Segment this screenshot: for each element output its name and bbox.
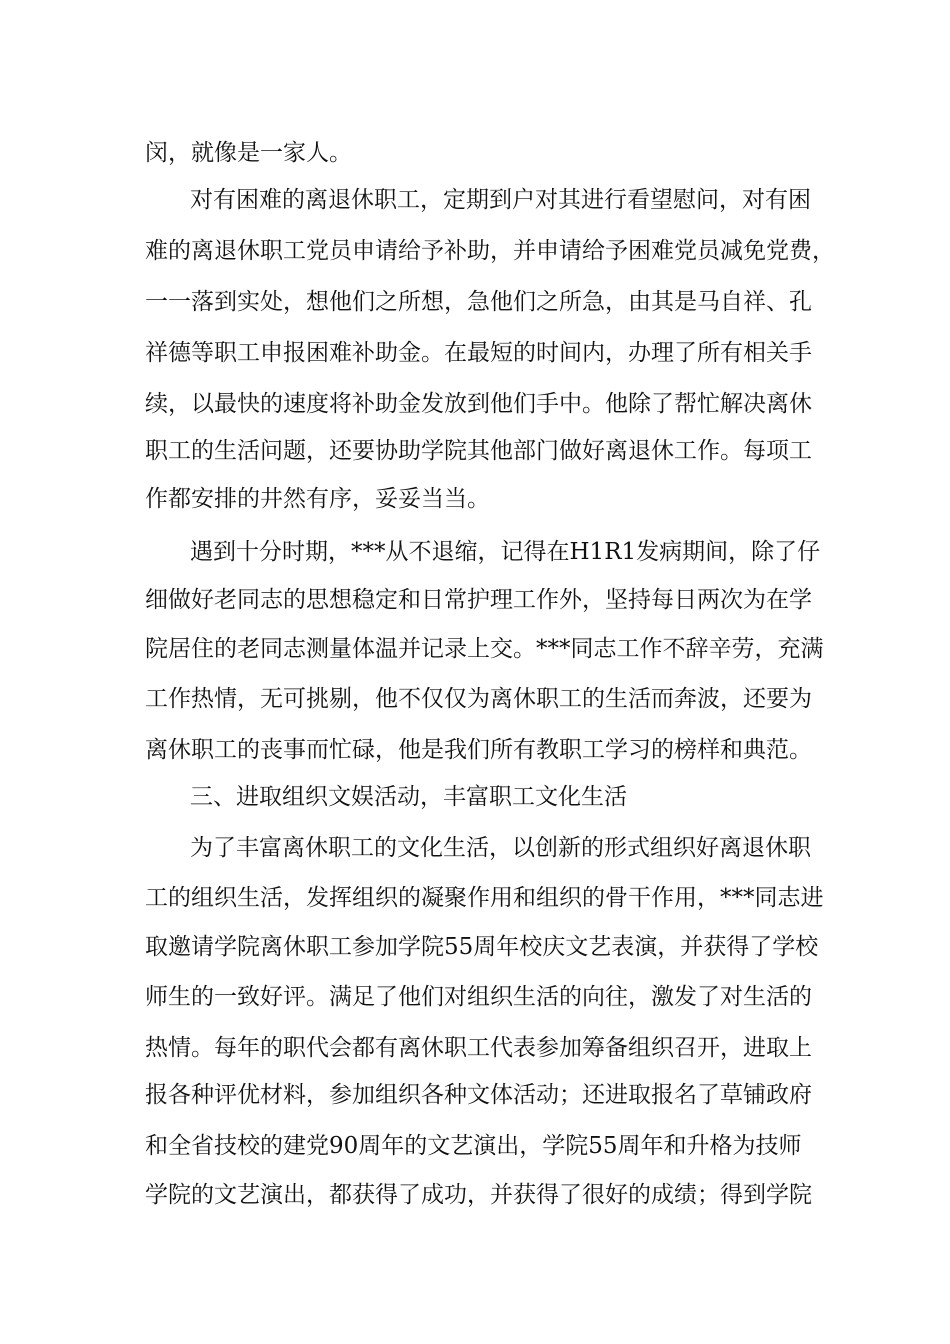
text-line: 职工的生活问题，还要协助学院其他部门做好离退休工作。每项工 <box>145 438 812 464</box>
text-line: 和全省技校的建党90周年的文艺演出，学院55周年和升格为技师 <box>145 1133 802 1159</box>
text-line: 离休职工的丧事而忙碌，他是我们所有教职工学习的榜样和典范。 <box>145 737 812 763</box>
text-line: 报各种评优材料，参加组织各种文体活动；还进取报名了草铺政府 <box>145 1082 812 1108</box>
text-line: 学院的文艺演出，都获得了成功，并获得了很好的成绩；得到学院 <box>145 1182 812 1208</box>
text-line: 作都安排的井然有序，妥妥当当。 <box>145 486 490 512</box>
text-line: 难的离退休职工党员申请给予补助，并申请给予困难党员减免党费， <box>145 238 835 264</box>
text-line: 祥德等职工申报困难补助金。在最短的时间内，办理了所有相关手 <box>145 340 812 366</box>
text-line: 热情。每年的职代会都有离休职工代表参加筹备组织召开，进取上 <box>145 1035 812 1061</box>
text-line: 续，以最快的速度将补助金发放到他们手中。他除了帮忙解决离休 <box>145 391 812 417</box>
section-heading: 三、进取组织文娱活动，丰富职工文化生活 <box>190 784 627 810</box>
text-line: 遇到十分时期，***从不退缩，记得在H1R1发病期间，除了仔 <box>190 539 821 565</box>
text-line: 细做好老同志的思想稳定和日常护理工作外，坚持每日两次为在学 <box>145 587 812 613</box>
text-line: 对有困难的离退休职工，定期到户对其进行看望慰问，对有困 <box>190 187 811 213</box>
text-line: 师生的一致好评。满足了他们对组织生活的向往，激发了对生活的 <box>145 984 812 1010</box>
text-line: 闵，就像是一家人。 <box>145 140 352 166</box>
text-line: 一一落到实处，想他们之所想，急他们之所急，由其是马自祥、孔 <box>145 289 812 315</box>
text-line: 工的组织生活，发挥组织的凝聚作用和组织的骨干作用，***同志进 <box>145 885 824 911</box>
text-line: 工作热情，无可挑剔，他不仅仅为离休职工的生活而奔波，还要为 <box>145 686 812 712</box>
text-line: 取邀请学院离休职工参加学院55周年校庆文艺表演，并获得了学校 <box>145 934 819 960</box>
text-line: 为了丰富离休职工的文化生活，以创新的形式组织好离退休职 <box>190 835 811 861</box>
text-line: 院居住的老同志测量体温并记录上交。***同志工作不辞辛劳，充满 <box>145 636 824 662</box>
